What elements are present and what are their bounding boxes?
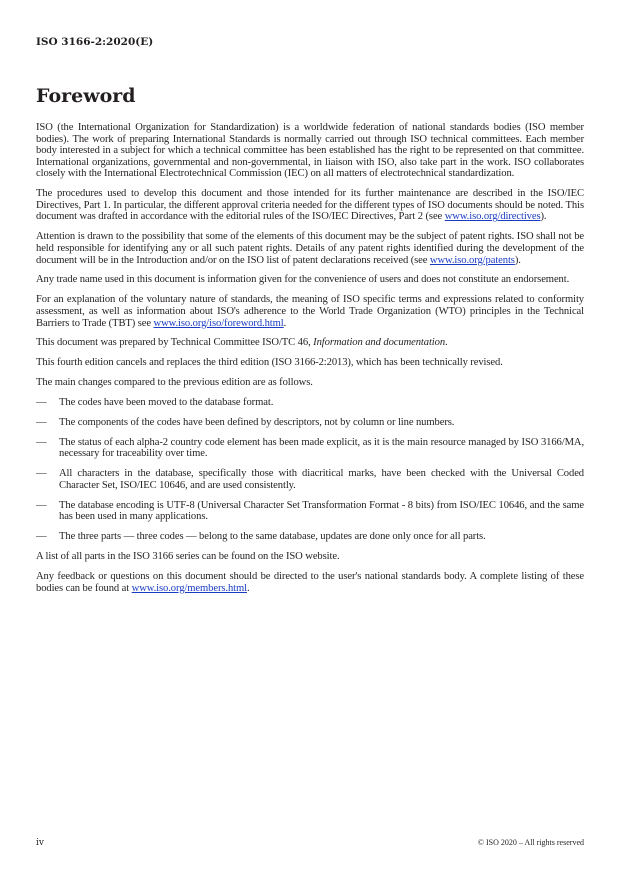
paragraph-text: This fourth edition cancels and replaces the third edition (ISO 3166-2:2013), which has been technically revised. — [36, 357, 503, 369]
paragraph-procedures — [36, 188, 584, 223]
foreword-body — [36, 122, 584, 603]
list-item-text: The codes have been moved to the database format. — [59, 397, 274, 409]
paragraph-text: Any trade name used in this document is information given for the convenience of users and does not constitute an endorsement. — [36, 274, 570, 286]
paragraph-text: Any feedback or questions on this document should be directed to the user's national standards body. A complete listing of these bodies can be found at — [36, 571, 584, 594]
paragraph-text: ). — [514, 254, 521, 266]
list-item-text: The database encoding is UTF-8 (Universal Character Set Transformation Format - 8 bits) from ISO/IEC 10646, and the same has been used in many applications. — [59, 499, 584, 523]
list-item-text: The components of the codes have been defined by descriptors, not by column or line numbers. — [59, 416, 455, 428]
list-item — [36, 397, 584, 409]
patents-link[interactable]: www.iso.org/patents — [429, 254, 515, 266]
dash-bullet: — — [36, 436, 47, 448]
paragraph-trade-name — [36, 274, 584, 286]
list-item — [36, 468, 584, 491]
paragraph-iso-intro — [36, 122, 584, 180]
paragraph-text: For an explanation of the voluntary nature of standards, the meaning of ISO specific terms and expressions related to conformity assessment, as well as information about ISO's adherence to the World Trade Organization (WTO) principles in the Technical Barriers to Trade (TBT) see — [36, 294, 584, 329]
members-link[interactable]: www.iso.org/members.html — [131, 582, 247, 594]
paragraph-text: The main changes compared to the previous edition are as follows. — [36, 377, 313, 389]
directives-link[interactable]: www.iso.org/directives — [444, 211, 541, 223]
list-item-text: The three parts — three codes — belong to the same database, updates are done only once for all parts. — [59, 531, 486, 543]
paragraph-text: A list of all parts in the ISO 3166 series can be found on the ISO website. — [36, 551, 340, 563]
list-item — [36, 500, 584, 523]
copyright-notice: © ISO 2020 – All rights reserved — [477, 838, 584, 847]
list-item — [36, 417, 584, 429]
paragraph-voluntary — [36, 294, 584, 329]
dash-bullet: — — [36, 531, 47, 543]
paragraph-text: The procedures used to develop this document and those intended for its further maintenance are described in the ISO/IEC Directives, Part 1. In particular, the different approval criteria needed for the different types of ISO documents should be noted. This document was drafted in accordance with the editorial rules of the ISO/IEC Directives, Part 2 (see — [36, 188, 584, 223]
paragraph-parts-list — [36, 551, 584, 563]
paragraph-edition — [36, 357, 584, 369]
paragraph-text: ISO (the International Organization for Standardization) is a worldwide federation of national standards bodies (ISO member bodies). The work of preparing International Standards is normally carried out through ISO technical committees. Each member body interested in a subject for which a technical committee has been established has the right to be represented on that committee. International organizations, governmental and non-governmental, in liaison with ISO, also take part in the work. ISO collaborates closely with the International Electrotechnical Commission (IEC) on all matters of electrotechnical standardization. — [36, 122, 584, 180]
paragraph-committee — [36, 337, 584, 349]
paragraph-text: . — [246, 582, 250, 594]
list-item-text: The status of each alpha-2 country code element has been made explicit, as it is the main resource managed by ISO 3166/MA, necessary for traceability over time. — [59, 436, 584, 460]
list-item-text: All characters in the database, specifically those with diacritical marks, have been checked with the Universal Coded Character Set, ISO/IEC 10646, and are used consistently. — [59, 468, 584, 491]
paragraph-text: Attention is drawn to the possibility that some of the elements of this document may be the subject of patent rights. ISO shall not be held responsible for identifying any or all such patent rights. Details of any patent rights identified during the development of the document will be in the Introduction and/or on the ISO list of patent declarations received (see — [36, 231, 584, 266]
foreword-link[interactable]: www.iso.org/iso/foreword.html — [153, 317, 284, 329]
dash-bullet: — — [36, 397, 47, 409]
dash-bullet: — — [36, 416, 47, 428]
list-item — [36, 531, 584, 543]
paragraph-text: This document was prepared by Technical Committee ISO/TC 46, — [36, 337, 314, 349]
paragraph-text: . — [283, 317, 287, 329]
page-number: iv — [36, 838, 44, 848]
paragraph-text: . — [445, 337, 448, 349]
dash-bullet: — — [36, 468, 47, 480]
committee-name: Information and documentation — [313, 337, 446, 349]
paragraph-main-changes — [36, 377, 584, 389]
list-item — [36, 437, 584, 460]
paragraph-feedback — [36, 571, 584, 594]
dash-bullet: — — [36, 499, 47, 511]
paragraph-text: ). — [540, 211, 547, 223]
page-title: Foreword — [36, 85, 136, 107]
paragraph-patents — [36, 231, 584, 266]
document-id-header: ISO 3166-2:2020(E) — [36, 36, 154, 48]
